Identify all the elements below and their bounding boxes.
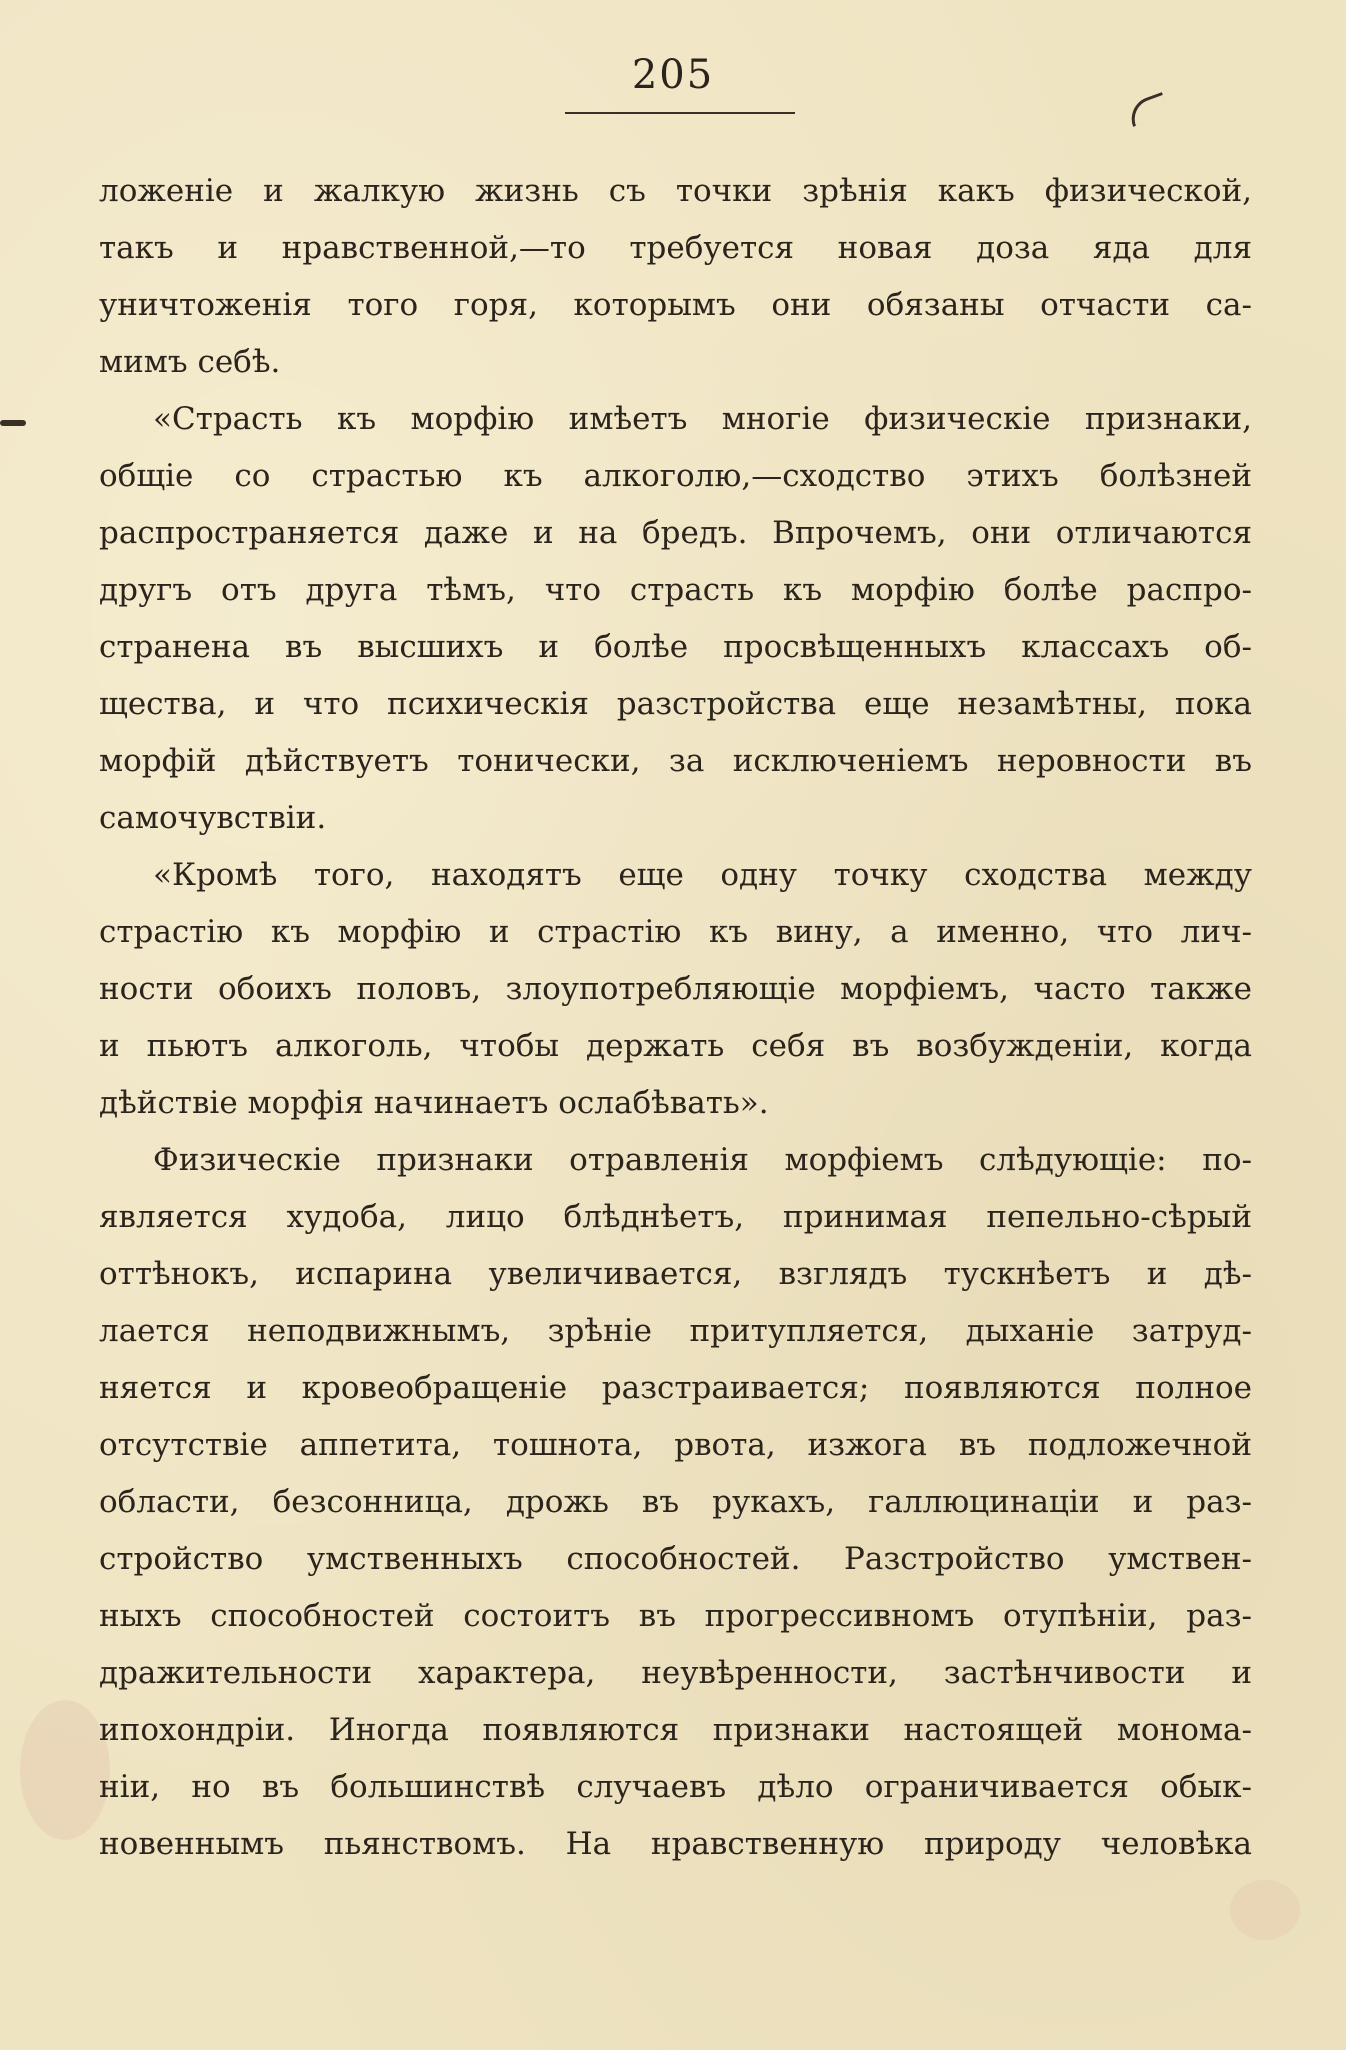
text-line: морфій дѣйствуетъ тонически, за исключеніемъ неровности въ bbox=[99, 743, 1252, 779]
text-line: страстію къ морфію и страстію къ вину, а именно, что лич- bbox=[99, 914, 1252, 950]
text-line: области, безсонница, дрожь въ рукахъ, галлюцинаціи и раз- bbox=[99, 1484, 1252, 1520]
text-line: распространяется даже и на бредъ. Впрочемъ, они отличаются bbox=[99, 515, 1252, 551]
text-line: няется и кровеобращеніе разстраивается; появляются полное bbox=[99, 1370, 1252, 1406]
text-line: ипохондріи. Иногда появляются признаки настоящей монома- bbox=[99, 1712, 1252, 1748]
margin-pencil-mark bbox=[0, 420, 26, 426]
text-line: ніи, но въ большинствѣ случаевъ дѣло ограничивается обык- bbox=[99, 1769, 1252, 1805]
text-line: ности обоихъ половъ, злоупотребляющіе морфіемъ, часто также bbox=[99, 971, 1252, 1007]
text-line: дражительности характера, неувѣренности, застѣнчивости и bbox=[99, 1655, 1252, 1691]
text-line: другъ отъ друга тѣмъ, что страсть къ морфію болѣе распро- bbox=[99, 572, 1252, 608]
body-text bbox=[99, 163, 1252, 1873]
text-line: стройство умственныхъ способностей. Разстройство умствен- bbox=[99, 1541, 1252, 1577]
text-line: ложеніе и жалкую жизнь съ точки зрѣнія какъ физической, bbox=[99, 173, 1252, 209]
text-line: и пьютъ алкоголь, чтобы держать себя въ возбужденіи, когда bbox=[99, 1028, 1252, 1064]
paper-stain bbox=[1230, 1880, 1300, 1940]
text-line: уничтоженія того горя, которымъ они обязаны отчасти са- bbox=[99, 287, 1252, 323]
page-number: 205 bbox=[631, 52, 715, 98]
text-line: странена въ высшихъ и болѣе просвѣщенныхъ классахъ об- bbox=[99, 629, 1252, 665]
header-rule bbox=[565, 112, 795, 114]
text-line: новеннымъ пьянствомъ. На нравственную природу человѣка bbox=[99, 1826, 1252, 1862]
text-line: оттѣнокъ, испарина увеличивается, взглядъ тускнѣетъ и дѣ- bbox=[99, 1256, 1252, 1292]
text-line: мимъ себѣ. bbox=[99, 344, 281, 380]
text-line: лается неподвижнымъ, зрѣніе притупляется, дыханіе затруд- bbox=[99, 1313, 1252, 1349]
text-line: дѣйствіе морфія начинаетъ ослабѣвать». bbox=[99, 1085, 769, 1121]
paper-stain bbox=[20, 1700, 110, 1840]
text-line: ныхъ способностей состоитъ въ прогрессивномъ отупѣніи, раз- bbox=[99, 1598, 1252, 1634]
text-line: «Кромѣ того, находятъ еще одну точку сходства между bbox=[153, 857, 1252, 893]
text-line: является худоба, лицо блѣднѣетъ, принимая пепельно-сѣрый bbox=[99, 1199, 1252, 1235]
text-line: щества, и что психическія разстройства еще незамѣтны, пока bbox=[99, 686, 1252, 722]
text-line: «Страсть къ морфію имѣетъ многіе физическіе признаки, bbox=[153, 401, 1252, 437]
text-line: общіе со страстью къ алкоголю,—сходство этихъ болѣзней bbox=[99, 458, 1252, 494]
text-line: самочувствіи. bbox=[99, 800, 327, 836]
text-line: Физическіе признаки отравленія морфіемъ слѣдующіе: по- bbox=[153, 1142, 1252, 1178]
text-line: отсутствіе аппетита, тошнота, рвота, изжога въ подложечной bbox=[99, 1427, 1252, 1463]
text-line: такъ и нравственной,—то требуется новая доза яда для bbox=[99, 230, 1252, 266]
